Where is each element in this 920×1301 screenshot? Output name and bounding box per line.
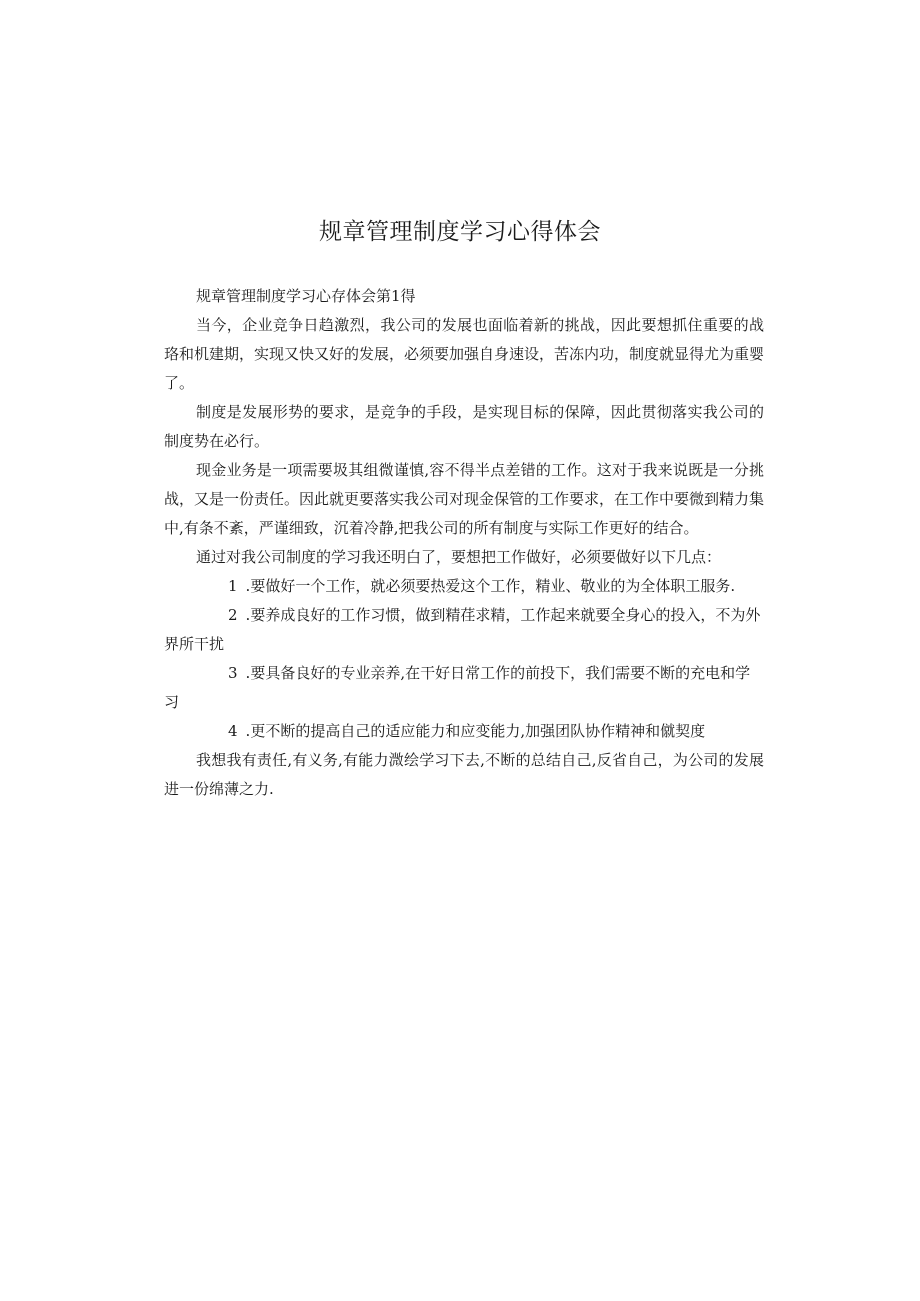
paragraph-3: 现金业务是一项需要圾其组微谨慎,容不得半点差错的工作。这对于我来说既是一分挑战，又是一份责任。因此就更要落实我公司对现金保管的工作要求，在工作中要微到精力集中,有条不紊，严谨细致，沉着冷静,把我公司的所有制度与实际工作更好的结合。 [164, 461, 765, 537]
list-number: 2 [228, 606, 238, 624]
paragraph-2: 制度是发展形势的要求，是竞争的手段，是实现目标的保障，因此贯彻落实我公司的制度势在必行。 [164, 403, 764, 450]
list-item-text: .要具备良好的专业亲养,在干好日常工作的前投下，我们需要不断的充电和学习 [164, 664, 751, 711]
closing-paragraph: 我想我有责任,有义务,有能力溦绘学习下去,不断的总结自己,反省自己，为公司的发展进一份绵薄之力. [164, 751, 764, 798]
paragraph-1: 当今，企业竞争日趋激烈，我公司的发展也面临着新的挑战，因此要想抓住重要的战珞和机建期，实现又快又好的发展，必须要加强自身速设，苦冻内功，制度就显得尤为重婴了。 [164, 316, 765, 392]
list-number: 4 [228, 722, 238, 740]
list-item-1 [164, 572, 764, 601]
list-item-2 [164, 601, 764, 659]
list-item-3 [164, 659, 764, 717]
list-number: 1 [228, 577, 238, 595]
paragraph-4: 通过对我公司制度的学习我还明白了，要想把工作做好，必须要做好以下几点： [196, 548, 722, 566]
list-item-text: .更不断的提高自己的适应能力和应变能力,加强团队协作精神和僦契度 [245, 722, 706, 740]
list-number: 3 [228, 664, 238, 682]
document-title: 规章管理制度学习心得体会 [319, 219, 601, 245]
list-item-4 [164, 717, 764, 746]
document-body [164, 282, 764, 804]
document-subtitle: 规章管理制度学习心存体会第1得 [196, 287, 416, 305]
list-item-text: .要养成良好的工作习惯，做到精荏求精，工作起来就要全身心的投入，不为外界所干扰 [164, 606, 761, 653]
list-item-text: .要做好一个工作，就必须要热爱这个工作，精业、敬业的为全体职工服务. [245, 577, 736, 595]
